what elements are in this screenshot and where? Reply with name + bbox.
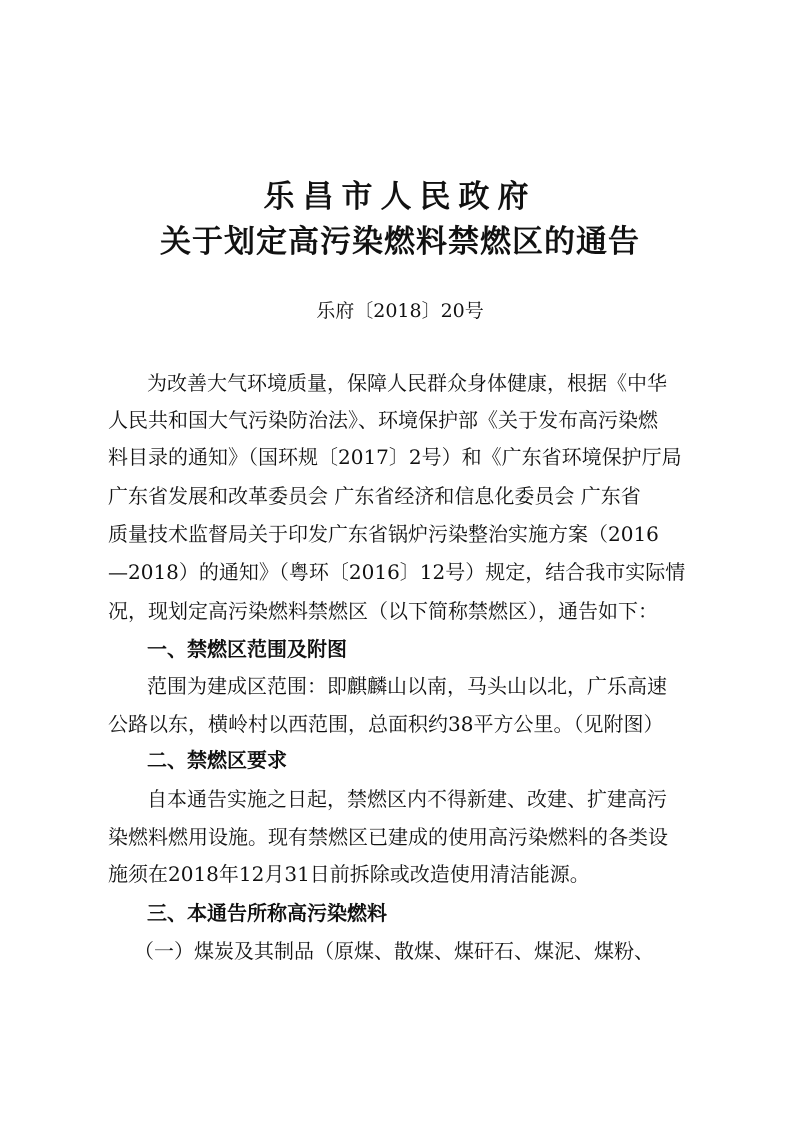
- section-heading-requirements: 二、禁燃区要求: [147, 748, 287, 772]
- intro-line: 质量技术监督局关于印发广东省锅炉污染整治实施方案（2016: [108, 522, 659, 546]
- intro-line: 人民共和国大气污染防治法》、环境保护部《关于发布高污染燃: [108, 408, 658, 432]
- intro-line: 广东省发展和改革委员会 广东省经济和信息化委员会 广东省: [108, 484, 641, 508]
- section-scope-line: 范围为建成区范围：即麒麟山以南，马头山以北，广乐高速: [147, 674, 667, 698]
- section-requirements-line: 自本通告实施之日起，禁燃区内不得新建、改建、扩建高污: [147, 787, 667, 811]
- intro-line: —2018）的通知》（粤环〔2016〕12号）规定，结合我市实际情: [108, 560, 686, 584]
- document-title-issuer: 乐昌市人民政府: [263, 179, 537, 215]
- intro-line: 为改善大气环境质量，保障人民群众身体健康，根据《中华: [147, 371, 667, 395]
- section-heading-scope: 一、禁燃区范围及附图: [147, 637, 347, 661]
- intro-line: 料目录的通知》（国环规〔2017〕2号）和《广东省环境保护厅局: [108, 445, 682, 469]
- intro-line: 况，现划定高污染燃料禁燃区（以下简称禁燃区），通告如下：: [108, 599, 658, 623]
- document-title-subject: 关于划定高污染燃料禁燃区的通告: [160, 224, 640, 260]
- document-number: 乐府〔2018〕20号: [316, 300, 484, 322]
- section-heading-fuels: 三、本通告所称高污染燃料: [147, 901, 387, 925]
- section-fuels-line: （一）煤炭及其制品（原煤、散煤、煤矸石、煤泥、煤粉、: [134, 939, 654, 963]
- section-requirements-line: 施须在2018年12月31日前拆除或改造使用清洁能源。: [108, 862, 590, 886]
- section-requirements-line: 染燃料燃用设施。现有禁燃区已建成的使用高污染燃料的各类设: [108, 825, 668, 849]
- section-scope-line: 公路以东，横岭村以西范围，总面积约38平方公里。（见附图）: [108, 712, 664, 736]
